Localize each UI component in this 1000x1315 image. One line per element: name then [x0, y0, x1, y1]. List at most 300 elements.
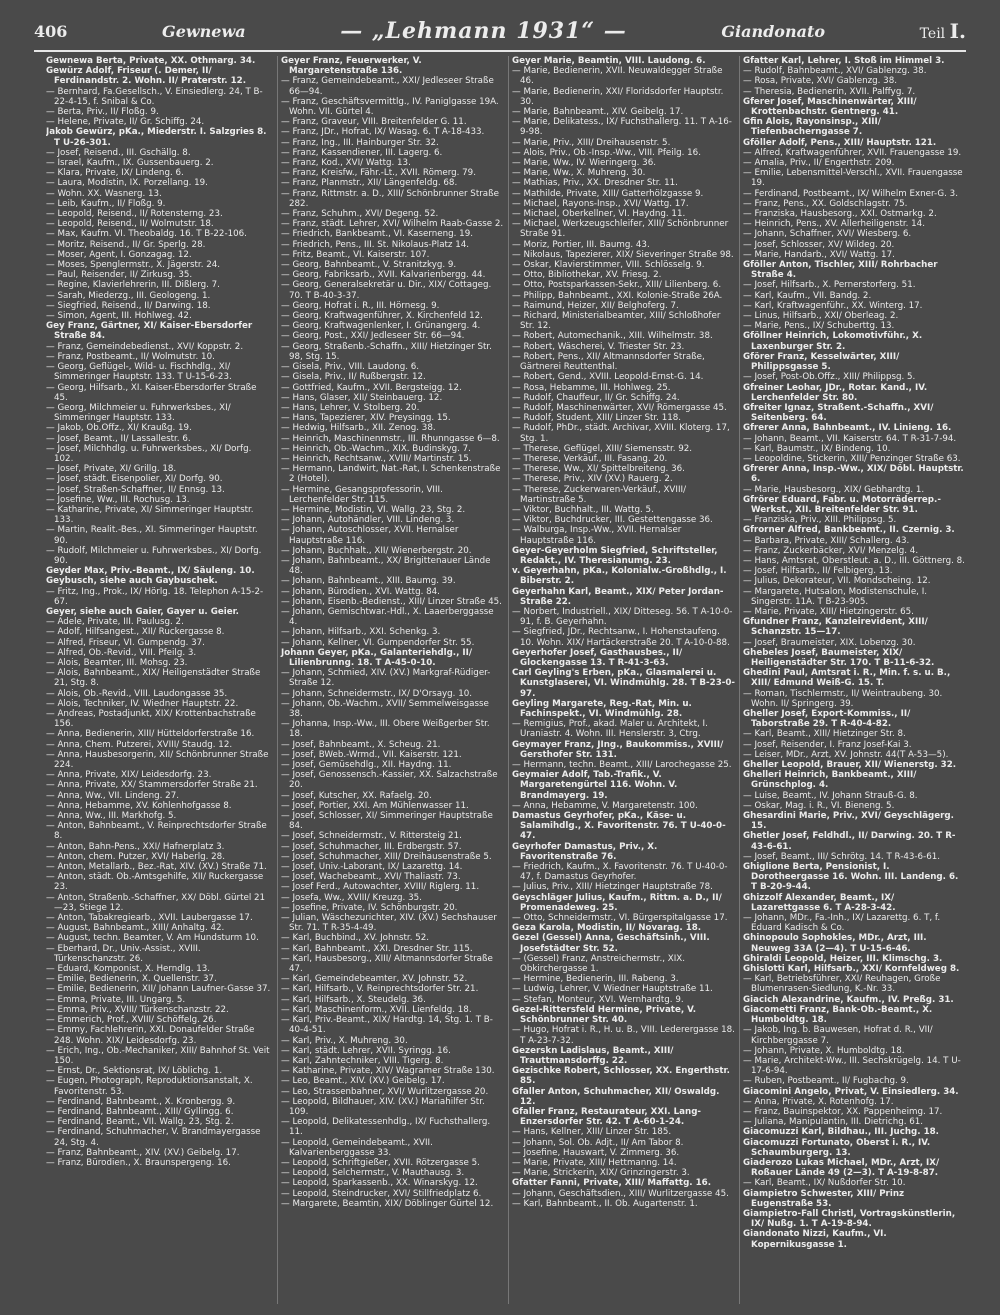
directory-entry: — Viktor, Buchhalt., III. Wattg. 5. [512, 504, 654, 515]
directory-entry: Geybusch, siehe auch Gaybuschek. [46, 576, 218, 587]
directory-entry: — Alfred, Ob.-Revid., VIII. Pfeilg. 3. [46, 647, 197, 658]
directory-entry: — Josefine, Private, IV. Schönburgstr. 20. [281, 902, 458, 913]
directory-entry: — Johann, Bürodien., XVI. Wattg. 84. [281, 586, 440, 597]
directory-entry: Giacomini Angelo, Privat, V. Einsiedlerg. 34. [743, 1086, 959, 1097]
directory-entry: — Klara, Private, IX/ Lindeng. 6. [46, 168, 184, 179]
directory-entry: — Josef, Bahnbeamt., X. Scheug. 21. [281, 739, 441, 750]
directory-entry: — Viktor, Buchdrucker, III. Gestettengasse 36. [512, 515, 713, 526]
directory-entry: — Oskar, Klavierstimmer, VIII. Schlösselg. 9. [512, 260, 705, 271]
directory-entry: — Johann, Ob.-Wachm., XVII/ Semmelweisgasse 38. [281, 698, 489, 719]
directory-entry: Gföllner Heinrich, Lokomotivführ., X. Laxenburger Str. 2. [743, 331, 923, 352]
directory-entry: — Marie, Private, XIII/ Hietzingerstr. 65. [743, 606, 914, 617]
directory-entry: Geyer Marie, Beamtin, VIII. Laudong. 6. [512, 56, 706, 66]
directory-entry: — Eugen, Photograph, Reproduktionsanstalt, X. Favoritenstr. 53. [46, 1076, 253, 1097]
directory-entry: Geza Karola, Modistin, II/ Novarag. 18. [512, 923, 702, 934]
directory-entry: — Nikolaus, Tapezierer, XIX/ Sieveringer Straße 98. [512, 249, 734, 260]
directory-entry: Gfaller Anton, Schuhmacher, XII/ Oswaldg. 12. [512, 1086, 720, 1107]
directory-entry: — Josef, Beamt., II/ Lassallestr. 6. [46, 433, 191, 444]
directory-entry: Giaderozo Lukas Michael, MDr., Arzt, IX/ Roßauer Lände 49 (2—3). T A-19-8-87. [743, 1157, 940, 1179]
directory-entry: — Emmerich, Prof., XVIII/ Schöffelg. 26. [46, 1015, 217, 1026]
directory-entry: — Karl, städt. Lehrer, XVII. Syringg. 16. [281, 1045, 451, 1056]
directory-entry: Gey Franz, Gärtner, XI/ Kaiser-Ebersdorfer Straße 84. [46, 321, 253, 342]
directory-entry: Giacomuzzi Fortunato, Oberst i. R., IV. Schaumburgerg. 13. [743, 1137, 931, 1158]
directory-entry: — Franz, Pens., XX. Goldschlagstr. 75. [743, 198, 908, 209]
directory-entry: — Marie, Ww., IV. Wieringerg. 36. [512, 158, 656, 169]
directory-entry: — Leo, Beamt., XIV. (XV.) Geibelg. 17. [281, 1076, 445, 1087]
directory-entry: — Anna, Bedienerin, XIII/ Hütteldorferstraße 16. [46, 729, 255, 740]
directory-entry: Giandonato Nizzi, Kaufm., VI. Kopernikusgasse 1. [743, 1229, 887, 1250]
directory-entry: — Josefa, Ww., XVIII/ Kreuzg. 35. [281, 892, 422, 903]
directory-entry: — Emmy, Fachlehrerin, XXI. Donaufelder Straße 248. Wohn. XIX/ Leidesdorfg. 23. [46, 1025, 255, 1046]
directory-entry: — Anna, Private, XIX/ Leidesdorfg. 23. [46, 770, 212, 781]
directory-entry: — Georg, Post., XXI/ Jedleseer Str. 66—94. [281, 331, 465, 342]
directory-entry: — Karl, Hausbesorg., XIII/ Altmannsdorfer Straße 47. [281, 953, 493, 975]
directory-entry: Giampietro-Fall Christl, Vortragskünstlerin, IX/ Nußg. 1. T A-19-8-94. [743, 1208, 956, 1230]
directory-entry: — Alfred, Kraftwagenführer, XVII. Frauengasse 19. [743, 147, 962, 158]
directory-entry: — Franz, Kassendiener, III. Lagerg. 6. [281, 147, 443, 158]
directory-entry: — Barbara, Private, XIII/ Schallerg. 43. [743, 535, 910, 546]
directory-entry: — Berta, Priv., II/ Floßg. 9. [46, 107, 159, 118]
directory-entry: — Franz, Gemeindebedienst., XVI/ Koppstr. 2. [46, 341, 244, 352]
directory-entry: Gföller Adolf, Pens., XIII/ Hauptstr. 121. [743, 137, 937, 148]
directory-entry: — Ludwig, Lehrer, V. Wiedner Hauptstraße 11. [512, 984, 713, 995]
directory-entry: — Josef, Straßen-Schaffner, II/ Ennsg. 13. [46, 484, 225, 495]
directory-entry: Geyling Margarete, Reg.-Rat, Min. u. Fachinspekt., VI. Windmühlg. 28. [512, 698, 692, 719]
directory-entry: Gfrorner Alfred, Bankbeamt., II. Czernig. 3. [743, 525, 955, 536]
directory-entry: — Franz, Zuckerbäcker, XVI/ Menzelg. 4. [743, 545, 919, 556]
directory-entry: — Josef, Milchhdlg. u. Fuhrwerksbes., XI/ Dorfg. 102. [46, 443, 252, 464]
directory-entry: — Anna, Hebamme, XV. Kohlenhofgasse 8. [46, 800, 232, 811]
directory-entry: — Josef, Gemüsehdlg., XII. Haydng. 11. [281, 760, 452, 771]
directory-entry: Ghelleri Heinrich, Bankbeamt., XIII/ Grünschplog. 4. [743, 770, 917, 791]
directory-entry: — Erich, Ing., Ob.-Mechaniker, XIII/ Bahnhof St. Veit 150. [46, 1045, 270, 1066]
directory-entry: — Anton, städt. Ob.-Amtsgehilfe, XII/ Ruckergasse 23. [46, 872, 264, 893]
directory-entry: — Friedrich, Pens., III. St. Nikolaus-Platz 14. [281, 239, 470, 250]
directory-entry: Geyerhofer Josef, Gasthausbes., II/ Glockengasse 13. T R-41-3-63. [512, 647, 683, 668]
directory-entry: — Rosa, Private, XVI/ Gablenzg. 38. [743, 76, 897, 87]
directory-entry: — Ferdinand, Postbeamt., IX/ Wilhelm Exner-G. 3. [743, 188, 958, 199]
directory-entry: — Gottfried, Kaufm., XVII. Bergsteigg. 12. [281, 382, 462, 393]
directory-entry: — Moritz, Reisend., II/ Gr. Sperlg. 28. [46, 239, 206, 250]
directory-entry: — Leopold, Bildhauer, XIV. (XV.) Mariahilfer Str. 109. [281, 1096, 485, 1117]
right-running-head: Giandonato [721, 21, 826, 41]
directory-entry: — Moses, Spenglermstr., X. Jägerstr. 24. [46, 260, 221, 271]
directory-entry: Ghedini Paul, Amtsrat i. R., Min. f. s. u. B., XIII/ Edmund Weiß-G. 15. T. [743, 668, 951, 689]
directory-entry: — Johann, Sol. Ob. Adjt., II/ Am Tabor 8. [512, 1137, 684, 1148]
directory-entry: — Richard, Ministerialbeamter, XIII/ Schloßhofer Str. 12. [512, 311, 721, 332]
directory-entry: — Franz, Kod., XVI/ Wattg. 13. [281, 158, 411, 169]
directory-entry: Carl Geyling's Erben, pKa., Glasmalerei u. Kunstglaserei, VI. Windmühlg. 28. T B-23-0-97. [512, 668, 735, 699]
directory-entry: — Therese, Verkäuf., III. Fasang. 20. [512, 453, 668, 464]
directory-entry: — Josef, Kutscher, XX. Rafaelg. 20. [281, 790, 432, 801]
directory-entry: — (Gessel) Franz, Anstreichermstr., XIX. Obkirchergasse 1. [512, 953, 685, 975]
directory-entry: — Emma, Private, III. Ungarg. 5. [46, 994, 186, 1005]
directory-entry: — Marie, Private, XIII/ Hettmanng. 14. [512, 1157, 677, 1168]
directory-entry: — August, Bahnbeamt., XIII/ Anhaltg. 42. [46, 923, 225, 934]
directory-entry: — Alois, Priv., Ob.-Insp.-Ww., VIII. Pfeilg. 16. [512, 147, 701, 158]
directory-entry: — Rudolf, Student, XIII/ Linzer Str. 118. [512, 413, 682, 424]
directory-entry: Geymaier Adolf, Tab.-Trafik., V. Margaretengürtel 116. Wohn. V. Brandmayerg. 19. [512, 770, 678, 801]
directory-entry: Giacomuzzi Karl, Bildhau., III. Juchg. 18. [743, 1127, 939, 1138]
directory-entry: Geyer-Geyerholm Siegfried, Schriftsteller, Redakt., IV. Theresianumg. 23. [512, 545, 718, 566]
directory-entry: — Josef, Beamt., III/ Schrötg. 14. T R-43-6-61. [743, 851, 941, 862]
directory-entry: — Marie, Delikatess., IX/ Fuchsthallerg. 11. T A-16-9-98. [512, 117, 732, 138]
directory-entry: — Johann, Schmied, XIV. (XV.) Markgraf-Rüdiger-Straße 12. [281, 668, 491, 689]
directory-entry: — Josef, Schneidermstr., V. Rittersteig 21. [281, 831, 462, 842]
directory-entry: — Karl, Buchbind., XV. Johnstr. 52. [281, 933, 430, 944]
directory-entry: Geyer Franz, Feuerwerker, V. Margaretenstraße 136. [281, 56, 422, 77]
directory-entry: — Oskar, Mag. i. R., VI. Bieneng. 5. [743, 800, 895, 811]
directory-entry: — Alois, Bahnbeamt., XIX/ Heiligenstädter Straße 21, Stg. 8. [46, 668, 261, 689]
directory-entry: — Paul, Reisender, II/ Zirkusg. 35. [46, 270, 193, 281]
directory-entry: — Georg, Kraftwagenlenker, I. Grünangerg. 4. [281, 321, 481, 332]
directory-entry: Gheller Leopold, Brauer, XII/ Wienerstg. 32. [743, 760, 957, 771]
directory-entry: — Franz, Planmstr., XII/ Längenfeldg. 68. [281, 178, 458, 189]
directory-entry: — Franz, Bahnbeamt., XIV. (XV.) Geibelg. 17. [46, 1147, 240, 1158]
directory-entry: — Karl, Maschinenform., XVII. Lienfeldg. 18. [281, 1004, 472, 1015]
directory-entry: — Anna, Private, XX/ Stammersdorfer Straße 21. [46, 780, 258, 791]
directory-entry: — Marie, Bedienerin, XVII. Neuwaldegger Straße 46. [512, 66, 723, 87]
directory-entry: — Josef, BWeb.-Wrmd., VII. Kaiserstr. 121. [281, 749, 462, 760]
directory-entry: — Franz, Graveur, VIII. Breitenfelder G. 11. [281, 117, 467, 128]
header-rule [34, 50, 966, 52]
directory-entry: — Marie, Strickerin, XIX/ Grinzingerstr. 3. [512, 1168, 690, 1179]
directory-entry: — Otto, Postsparkassen-Sekr., XIII/ Lilienberg. 6. [512, 280, 722, 291]
directory-entry: — Michael, Rayons-Insp., XVI/ Wattg. 17. [512, 198, 689, 209]
directory-entry: Gfatter Karl, Lehrer, I. Stoß im Himmel 3. [743, 56, 945, 66]
directory-entry: Ghetler Josef, Feldhdl., II/ Darwing. 20. T R-43-6-61. [743, 831, 956, 852]
directory-entry: — Laura, Modistin, IX. Porzellang. 19. [46, 178, 208, 189]
directory-entry: Gfaller Franz, Restaurateur, XXI. Lang-Enzersdorfer Str. 42. T A-60-1-24. [512, 1106, 702, 1128]
directory-entry: — Leopold, Reisend., II/ Wolmutstr. 18. [46, 219, 214, 230]
directory-entry: — Rudolf, PhDr., städt. Archivar, XVIII. Kloterg. 17, Stg. 1. [512, 423, 730, 444]
directory-entry: — Heinrich, Ob.-Wachm., XIX. Budinskyg. 7. [281, 443, 471, 454]
directory-entry: — Karl, Priv., X. Muhreng. 30. [281, 1035, 408, 1046]
part-indicator [920, 19, 966, 43]
directory-entry: — Hermine, Bedienerin, III. Rabeng. 3. [512, 974, 679, 985]
directory-entry: — Johann, Schneidermstr., IX/ D'Orsayg. 10. [281, 688, 473, 699]
directory-entry: — Alois, Techniker, IV. Wiedner Hauptstr. 22. [46, 698, 239, 709]
directory-entry: — Amalia, Priv., II/ Engerthstr. 209. [743, 158, 895, 169]
directory-entry: — Emma, Priv., XVIII/ Türkenschanzstr. 22. [46, 1004, 229, 1015]
directory-entry: — Wohn. XX. Wasnerg. 13. [46, 188, 162, 199]
directory-entry: — Josef, Braumeister, XIX. Lobenzg. 30. [743, 637, 916, 648]
directory-entry: Geyer, siehe auch Gaier, Gayer u. Geier. [46, 606, 239, 617]
directory-entry: — Josef, Reisend., III. Gschällg. 8. [46, 147, 191, 158]
directory-entry: — Josef, Schuhmacher, III. Erdbergstr. 57. [281, 841, 462, 852]
directory-entry: Gferer Josef, Maschinenwärter, XIII/ Krottenbachstr. Gentnerg. 41. [743, 96, 917, 118]
directory-entry: — Emilie, Bedienerin, XII/ Johann Laufner-Gasse 37. [46, 984, 271, 995]
directory-entry: Giampietro Schwester, XIII/ Prinz Eugenstraße 53. [743, 1188, 905, 1209]
directory-entry: — Friedrich, Bankbeamt., VI. Kaserneng. 19. [281, 229, 474, 240]
directory-entry: Gezel-Rittersfeld Hermine, Private, V. Schönbrunner Str. 40. [512, 1004, 697, 1026]
directory-entry: — Josef, Univ.-Laborant, IX/ Lazarettg. 14. [281, 862, 463, 873]
directory-entry: — Israel, Kaufm., IX. Gussenbauerg. 2. [46, 158, 214, 169]
directory-entry: — Anna, Chem. Putzerei, XVIII/ Staudg. 12. [46, 739, 233, 750]
directory-entry: — Georg, Fabriksarb., XVII. Kalvarienbergg. 44. [281, 270, 486, 281]
directory-entry: — Siegfried, Reisend., II/ Darwing. 18. [46, 300, 211, 311]
directory-entry: — Ernst, Dr., Sektionsrat, IX/ Löblichg. 1. [46, 1066, 223, 1077]
directory-entry: — Karl, Beamt., IX/ Nußdorfer Str. 10. [743, 1178, 906, 1189]
directory-entry: — Franz, Postbeamt., II/ Wolmutstr. 10. [46, 351, 215, 362]
directory-entry: — Franz, Kreisfw., Fähr.-Lt., XVII. Römerg. 79. [281, 168, 476, 179]
directory-entry: — Anna, Ww., VII. Lindeng. 27. [46, 790, 180, 801]
directory-entry: — Josef, Hilfsarb., X. Pernerstorferg. 51. [743, 280, 916, 291]
directory-entry: — Georg, Hilfsarb., XI. Kaiser-Ebersdorfer Straße 45. [46, 382, 257, 403]
directory-entry: — Karl, Hilfsarb., V. Reinprechtsdorfer Str. 21. [281, 984, 479, 995]
directory-entry: — Raimund, Heizer, XII/ Belghoferg. 7. [512, 300, 679, 311]
directory-entry: — Adele, Private, III. Paulusg. 2. [46, 617, 184, 628]
directory-entry: — Hans, Lehrer, V. Stolberg. 20. [281, 402, 420, 413]
directory-entry: Damastus Geyrhofer, pKa., Käse- u. Salamihdlg., X. Favoritenstr. 76. T U-40-0-47. [512, 811, 726, 842]
directory-entry: — Rosa, Hebamme, III. Hohlweg. 25. [512, 382, 671, 393]
directory-entry: — Franz, Bürodien., X. Braunspergeng. 16. [46, 1157, 231, 1168]
directory-entry: Giacich Alexandrine, Kaufm., IV. Preßg. 31. [743, 994, 954, 1005]
directory-entry: — Alois, Beamter, III. Mohsg. 23. [46, 657, 188, 668]
directory-entry: Gförer Franz, Kesselwärter, XIII/ Philippsgasse 5. [743, 351, 900, 373]
directory-entry: Giacometti Franz, Bank-Ob.-Beamt., X. Humboldtg. 18. [743, 1004, 933, 1026]
directory-entry: Geyder Max, Priv.-Beamt., IX/ Säuleng. 10. [46, 566, 255, 577]
directory-entry: — Karl, Betriebsführer, XXI/ Reuhagen, Große Blumenrasen-Siedlung, K.-Nr. 33. [743, 974, 941, 995]
directory-entry: — Johann, Kellner, VI. Gumpendorfer Str. 55. [281, 637, 475, 648]
directory-entry: — Hans, Glaser, XII/ Steinbauerg. 12. [281, 392, 443, 403]
directory-entry: — Georg, Milchmeier u. Fuhrwerksbes., XI/ Simmeringer Hauptstr. 133. [46, 402, 231, 424]
directory-entry: — Karl, Bahnbeamt., II. Ob. Augartenstr. 1. [512, 1198, 698, 1209]
directory-entry: — Martin, Realit.-Bes., XI. Simmeringer Hauptstr. 90. [46, 525, 258, 546]
directory-entry: — Georg, Generalsekretär u. Dir., XIX/ Cottageg. 70. T B-40-3-37. [281, 280, 492, 301]
directory-entry: — Hugo, Hofrat i. R., H. u. B., VIII. Lederergasse 18. T A-23-7-32. [512, 1025, 735, 1046]
directory-entry: — Anna, Ww., III. Markhofg. 5. [46, 811, 177, 822]
directory-entry: Gfrerer Anna, Insp.-Ww., XIX/ Döbl. Hauptstr. 6. [743, 464, 964, 485]
directory-entry: — Hans, Kellner, XIII/ Linzer Str. 185. [512, 1127, 672, 1138]
left-running-head: Gewnewa [162, 21, 246, 41]
directory-entry: — Max, Kaufm. VI. Theobaldg. 16. T B-22-106. [46, 229, 247, 240]
directory-entry: — Julius, Priv., XIII/ Hietzinger Hauptstraße 78. [512, 882, 713, 893]
directory-entry: — Philipp, Bahnbeamt., XXI. Kolonie-Straße 26A. [512, 290, 723, 301]
directory-entry: — Margarete, Hutsalon, Modistenschule, I. Singerstr. 11A. T B-23-905. [743, 586, 928, 607]
directory-entry: — Julian, Wäschezurichter, XIV. (XV.) Sechshauser Str. 71. T R-35-4-49. [281, 913, 497, 934]
directory-entry: — Marie, Hausbesorg., XIX/ Gebhardtg. 1. [743, 484, 925, 495]
part-number: I. [949, 19, 966, 43]
directory-entry: Jakob Gewürz, pKa., Miederstr. I. Salzgries 8. T U-26-301. [46, 127, 267, 148]
directory-entry: — Anton, Straßenb.-Schaffner, XX/ Döbl. Gürtel 21—23, Stiege 12. [46, 892, 266, 913]
directory-entry: Gfundner Franz, Kanzleirevident, XIII/ Schanzstr. 15—17. [743, 617, 928, 638]
directory-entry: — Josef, Reisender, I. Franz Josef-Kai 3. [743, 739, 912, 750]
directory-entry: — Leiser, MDr., Arzt, XV. Johnstr. 44(T A-53—5). [743, 749, 949, 760]
directory-entry: Ghiglione Berta, Pensionist, I. Dorotheergasse 16. Wohn. III. Landeng. 6. T B-20-9-44. [743, 862, 959, 893]
directory-entry: — Hermine, Gesangsprofessorin, VIII. Lerchenfelder Str. 115. [281, 484, 443, 505]
book-title: — „Lehmann 1931“ — [340, 18, 627, 44]
directory-entry: — Anton, chem. Putzer, XVI/ Haberlg. 28. [46, 851, 225, 862]
directory-entry: — Josef, Post-Ob.Offz., XIII/ Philippsg. 5. [743, 372, 916, 383]
directory-entry: — Marie, Priv., XIII/ Dreihausenstr. 5. [512, 137, 671, 148]
directory-entry: — Ferdinand, Beamt., VII. Wallg. 23, Stg. 2. [46, 1117, 234, 1128]
directory-entry: Gezischke Robert, Schlosser, XX. Engerthstr. 85. [512, 1066, 730, 1087]
directory-entry: — Josefine, Ww., III. Rochusg. 13. [46, 494, 190, 505]
directory-entry: — Josef, Private, XI/ Grillg. 18. [46, 464, 177, 475]
directory-entry: — Rudolf, Chauffeur, II/ Gr. Schiffg. 24. [512, 392, 680, 403]
directory-entry: — Hermine, Modistin, VI. Wallg. 23, Stg. 2. [281, 504, 466, 515]
directory-entry: — Jakob, Ing. b. Bauwesen, Hofrat d. R., VII/ Kirchberggasse 7. [743, 1025, 933, 1046]
directory-entry: — Johann, Hilfsarb., XXI. Schenkg. 3. [281, 627, 441, 638]
directory-entry: — Johann, Buchhalt., XII/ Wienerbergstr. 20. [281, 545, 472, 556]
directory-entry: v. Geyerhahn, pKa., Kolonialw.-Großhdlg., I. Biberstr. 2. [512, 566, 727, 587]
directory-entry: — Leo, Strassenbahner, XVI/ Wurlitzergasse 20. [281, 1086, 489, 1097]
directory-entry: — Gisela, Priv., II/ Rußbergstr. 12. [281, 372, 426, 383]
directory-entry: — Margarete, Beamtin, XIX/ Döblinger Gürtel 12. [281, 1198, 494, 1209]
directory-entry: — Karl, Beamt., XIII/ Hietzinger Str. 8. [743, 729, 906, 740]
directory-entry: — Helene, Private, II/ Gr. Schiffg. 24. [46, 117, 205, 128]
directory-entry: — Georg, Hofrat i. R., III. Hörnesg. 9. [281, 300, 440, 311]
directory-entry: Ghiraldi Leopold, Heizer, III. Klimschg. 3. [743, 953, 943, 964]
directory-entry: — Johann, Gemischtwar.-Hdl., X. Laaerberggasse 4. [281, 606, 494, 628]
directory-entry: Gewürz Adolf, Friseur (. Demer, II/ Ferdinandstr. 2. Wohn. II/ Praterstr. 12. [46, 66, 246, 87]
directory-entry: Gfatter Fanni, Private, XIII/ Maffattg. 16. [512, 1178, 712, 1189]
directory-entry: Geyschläger Julius, Kaufm., Rittm. a. D., II/ Promenadeweg. 25. [512, 892, 722, 913]
directory-entry: Geymayer Franz, JIng., Baukommiss., XVIII/ Gersthofer Str. 131. [512, 739, 724, 760]
directory-entry: — Ferdinand, Bahnbeamt., XIII/ Gyllingg. 6. [46, 1106, 234, 1117]
directory-entry: Gfreiner Leohar, JDr., Rotar. Kand., IV. Lerchenfelder Str. 80. [743, 382, 928, 403]
directory-entry: Ghislotti Karl, Hilfsarb., XXI/ Kornfeldweg 8. [743, 964, 960, 975]
directory-entry: — Marie, Pens., IX/ Schuberttg. 13. [743, 321, 895, 332]
directory-entry: — Rudolf, Milchmeier u. Fuhrwerksbes., XI/ Dorfg. 90. [46, 545, 262, 566]
directory-entry: — Mathias, Priv., XX. Dresdner Str. 11. [512, 178, 678, 189]
directory-entry: — Karl, Zahntechniker, VIII. Tigerg. 8. [281, 1055, 444, 1066]
directory-entry: Gheller Josef, Export-Kommiss., II/ Taborstraße 29. T R-40-4-82. [743, 709, 911, 730]
directory-entry: — Marie, Bedienerin, XXI/ Floridsdorfer Hauptstr. 30. [512, 86, 724, 107]
directory-entry: — Leopold, Sparkassenb., XX. Winarskyg. 12. [281, 1178, 478, 1189]
directory-entry: — Robert, Pens., XII/ Altmannsdorfer Straße, Gärtnerei Reuttenthal. [512, 351, 705, 373]
directory-entry: — Roman, Tischlermstr., II/ Weintraubeng. 30. Wohn. II/ Springerg. 39. [743, 688, 943, 709]
directory-entry: — Juliana, Manipulantin, III. Dietrichg. 61. [743, 1117, 924, 1128]
directory-entry: — Leopold, Steindrucker, XVI/ Stillfriedplatz 6. [281, 1188, 482, 1199]
directory-entry: — Franz, JDr., Hofrat, IX/ Wasag. 6. T A-18-433. [281, 127, 485, 138]
directory-entry: — Marie, Handarb., XVI/ Wattg. 17. [743, 249, 895, 260]
page-number: 406 [34, 21, 68, 41]
directory-entry: Ghesardini Marie, Priv., XVI/ Geyschlägerg. 15. [743, 811, 954, 832]
directory-entry: — Therese, Zuckerwaren-Verkäuf., XVIII/ Martinstraße 5. [512, 484, 686, 505]
directory-entry: — Franz, Ing., III. Hainburger Str. 32. [281, 137, 439, 148]
page-header [34, 18, 966, 44]
column-4 [739, 56, 966, 1304]
directory-entry: — Karl, Priv.-Beamt., XIX/ Hardtg. 14, Stg. 1. T B-40-4-51. [281, 1015, 493, 1036]
directory-entry: — Josef Ferd., Autowachter, XVIII/ Riglerg. 11. [281, 882, 480, 893]
directory-entry: — Karl, Baumstr., IX/ Bindeng. 10. [743, 443, 891, 454]
directory-entry: — Emilie, Lebensmittel-Verschl., XVII. Frauengasse 19. [743, 168, 963, 189]
directory-entry: Gfreiter Ignaz, Straßent.-Schaffn., XVI/ Seitenberg. 64. [743, 402, 934, 424]
directory-entry: — Anna, Private, X. Rotenhofg. 17. [743, 1096, 894, 1107]
directory-entry: — Karl, Gemeindebeamter, XV. Johnstr. 52. [281, 974, 468, 985]
directory-entry: — Leopoldine, Stickerin, XIII/ Penzinger Straße 63. [743, 453, 961, 464]
directory-entry: — Bernhard, Fa.Gesellsch., V. Einsiedlerg. 24, T B-22-4-15, f. Snibal & Co. [46, 86, 263, 107]
directory-entry: Gezel (Gessel) Anna, Geschäftsinh., VIII. Josefstädter Str. 52. [512, 933, 710, 954]
directory-entry: — Josef, Portier, XXI. Am Mühlenwasser 11. [281, 800, 469, 811]
directory-entry: — Josef, Hilfsarb., II/ Felbigerg. 13. [743, 566, 893, 577]
directory-entry: — Franz, Bauinspektor, XX. Pappenheimg. 17. [743, 1106, 943, 1117]
directory-entry: — Johanna, Insp.-Ww., III. Obere Weißgerber Str. 18. [281, 719, 490, 740]
directory-entry: — Robert, Wäscherei, V. Triester Str. 23. [512, 341, 685, 352]
directory-entry: — Josef, Wachebeamt., XVI/ Thaliastr. 73. [281, 872, 461, 883]
directory-entry: — Therese, Priv., XIV (XV.) Rauerg. 2. [512, 474, 673, 485]
column-3 [508, 56, 735, 1304]
directory-entry: — Anna, Hebamme, V. Margaretenstr. 100. [512, 800, 698, 811]
directory-entry: — Marie, Bahnbeamt., XIV. Geibelg. 17. [512, 107, 684, 118]
column-1 [46, 56, 273, 1304]
directory-entry: — Ruben, Postbeamt., II/ Fugbachg. 9. [743, 1076, 909, 1087]
directory-entry: — Otto, Bibliothekar, XV. Friesg. 2. [512, 270, 662, 281]
directory-entry: Gezerskn Ladislaus, Beamt., XIII/ Trauttmansdorffg. 22. [512, 1045, 674, 1066]
directory-entry: Geyrhofer Damastus, Priv., X. Favoritenstraße 76. [512, 841, 658, 862]
part-label: Teil [919, 26, 946, 42]
directory-entry: — Therese, Geflügel, XIII/ Siemensstr. 92. [512, 443, 693, 454]
directory-entry: — Katharine, Private, XI/ Simmeringer Hauptstr. 133. [46, 504, 254, 526]
directory-entry: — Linus, Hilfsarb., XXI/ Oberleag. 2. [743, 311, 899, 322]
directory-entry: Gewnewa Berta, Private, XX. Othmarg. 34. [46, 56, 256, 66]
directory-entry: — Johann, Beamt., VII. Kaiserstr. 64. T R-31-7-94. [743, 433, 957, 444]
directory-entry: — Leopold, Gemeindebeamt., XVII. Kalvarienberggasse 33. [281, 1137, 433, 1158]
directory-entry: — Josef, Schlosser, XI/ Simmeringer Hauptstraße 84. [281, 811, 493, 832]
directory-entry: — Fritz, Ing., Prok., IX/ Hörlg. 18. Telephon A-15-2-67. [46, 586, 264, 607]
directory-entry: — Marie, Architekt-Ww., III. Sechskrügelg. 14. T U-17-6-94. [743, 1055, 961, 1077]
directory-entry: — Sarah, Miederzg., III. Geologeng. 1. [46, 290, 211, 301]
directory-entry: — Robert, Automechanik., XIII. Wilhelmstr. 38. [512, 331, 713, 342]
directory-entry: — Alfred, Friseur, VI. Gumpendg. 37. [46, 637, 205, 648]
directory-entry: — Karl, Bahnbeamt., XXI. Dresdner Str. 115. [281, 943, 473, 954]
directory-entry: Ghinopoulo Sophokles, MDr., Arzt, III. Neuweg 33A (2—4). T U-15-6-46. [743, 933, 927, 954]
directory-entry: Ghebeles Josef, Baumeister, XIX/ Heiligenstädter Str. 170. T B-11-6-32. [743, 647, 935, 668]
directory-entry: — Ferdinand, Schuhmacher, V. Brandmayergasse 24, Stg. 4. [46, 1127, 261, 1148]
directory-entry: — Josef, Schlosser, XV/ Wildeg. 20. [743, 239, 895, 250]
directory-entry: — Rudolf, Bahnbeamt., XVI/ Gablenzg. 38. [743, 66, 927, 77]
directory-entry: — Karl, Kraftwagenführ., XX. Winterg. 17. [743, 300, 923, 311]
directory-entry: — August, techn. Beamter, V. Am Hundsturm 10. [46, 933, 259, 944]
directory-entry: — Hedwig, Hilfsarb., XII. Zenog. 38. [281, 423, 436, 434]
directory-entry: — Johann, Private, X. Humboldtg. 18. [743, 1045, 905, 1056]
directory-entry: — Hans, Tapezierer, XIV. Preysingg. 15. [281, 413, 451, 424]
directory-entry: — Georg, Kraftwagenführer, X. Kirchenfeld 12. [281, 311, 483, 322]
directory-entry: — Leopold, Schriftgießer, XVII. Rötzergasse 5. [281, 1157, 480, 1168]
directory-entry: — Franz, städt. Lehrer, XVI/ Wilhelm Raab-Gasse 2. [281, 219, 504, 230]
directory-entry: — Robert, Gend., XVIII. Leopold-Ernst-G. 14. [512, 372, 704, 383]
directory-entry: — Simon, Agent, III. Hohlweg. 42. [46, 311, 192, 322]
directory-entry: — Johann, Autoschlosser, XVII. Hernalser Hauptstraße 116. [281, 525, 459, 546]
directory-entry: — Georg, Bahnbeamt., V. Stranitzkyg. 9. [281, 260, 457, 271]
directory-entry: — Eduard, Komponist, X. Herndlg. 13. [46, 964, 211, 975]
directory-entry: — Johann, Schaffner, XVI/ Wiesberg. 6. [743, 229, 912, 240]
directory-entry: — Johann, Bahnbeamt., XX/ Brigittenauer Lände 48. [281, 555, 491, 577]
directory-entry: — Michael, Oberkellner, VI. Haydng. 11. [512, 209, 686, 220]
directory-entry: — Johann, MDr., Fa.-Inh., IX/ Lazarettg. 6. T, f. Eduard Kadisch & Co. [743, 913, 941, 934]
directory-entry: — Anton, Bahnbeamt., V. Reinprechtsdorfer Straße 8. [46, 821, 267, 842]
directory-entry: Gfrörer Eduard, Fabr. u. Motorräderrep.-Werkst., XII. Breitenfelder Str. 91. [743, 494, 941, 515]
directory-entry: — Franz, Rittmstr. a. D., XIII/ Schönbrunner Straße 282. [281, 188, 499, 209]
directory-entry: — Karl, Hilfsarb., X. Steudelg. 36. [281, 994, 426, 1005]
directory-entry: Gfrerer Anna, Bahnbeamt., IV. Linieng. 16. [743, 423, 952, 434]
directory-entry: — Ferdinand, Bahnbeamt., X. Kronbergg. 9. [46, 1096, 236, 1107]
directory-entry: — Anton, Metallarb., Bez.-Rat, XIV. (XV.) Straße 71. [46, 862, 267, 873]
directory-entry: — Franz, Schuhm., XVI/ Degeng. 52. [281, 209, 439, 220]
directory-entry: — Georg, Straßenb.-Schaffn., XIII/ Hietzinger Str. 98, Stg. 15. [281, 341, 492, 362]
directory-entry: — Michael, Werkzeugschleifer, XIII/ Schönbrunner Straße 91. [512, 219, 729, 240]
directory-entry: — Josef, Genossensch.-Kassier, XX. Salzachstraße 20. [281, 770, 498, 791]
directory-entry: — Fritz, Beamt., VI. Kaiserstr. 107. [281, 249, 430, 260]
directory-entry: — Georg, Geflügel-, Wild- u. Fischhdlg., XI/ Simmeringer Hauptstr. 133. T U-15-6-23. [46, 362, 232, 383]
directory-entry: — Leopold, Selchermstr., V. Mauthausg. 3. [281, 1168, 465, 1179]
directory-entry: — Franz, Geschäftsvermittlg., IV. Paniglgasse 19A. Wohn. VII. Gürtel 4. [281, 96, 499, 118]
directory-entry: — Anton, Tabakregiearb., XVII. Laubergasse 17. [46, 913, 253, 924]
directory-entry: — Walburga, Insp.-Ww., XVII. Hernalser Hauptstraße 116. [512, 525, 682, 546]
directory-entry: — Leib, Kaufm., II/ Floßg. 9. [46, 198, 166, 209]
